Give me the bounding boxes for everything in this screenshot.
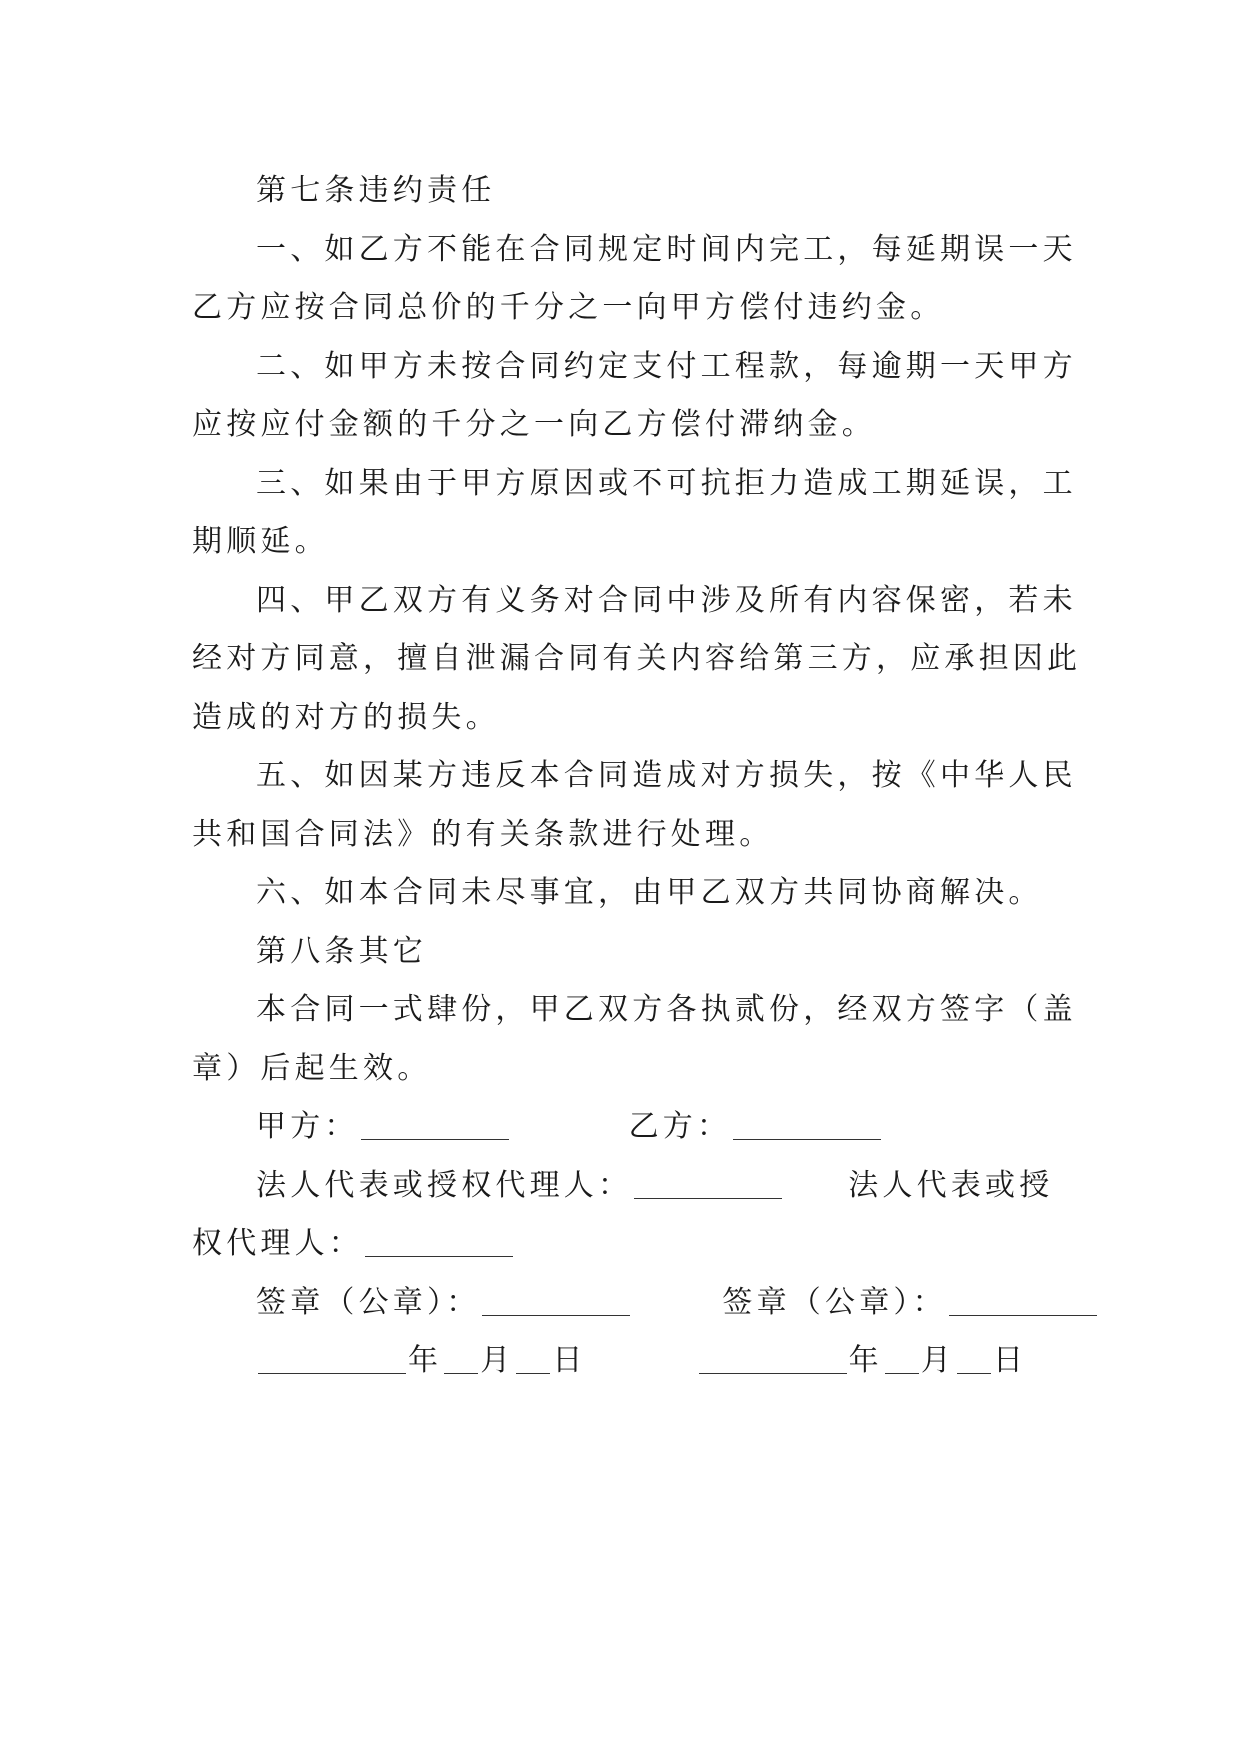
clause-1-line-1: 一、如乙方不能在合同规定时间内完工，每延期误一天 [256, 231, 1077, 267]
party-a-label: 甲方： [256, 1109, 359, 1144]
date-b-year-label: 年 [848, 1343, 883, 1378]
representative-row-cont [192, 1215, 1050, 1274]
date-b-day-label: 日 [993, 1343, 1028, 1378]
clause-5-line-2: 共和国合同法》的有关条款进行处理。 [192, 816, 774, 852]
rep-b-blank[interactable] [365, 1226, 513, 1257]
article-7-title: 第七条违约责任 [256, 173, 496, 208]
date-b-month-label: 月 [920, 1343, 956, 1378]
clause-1-line-2: 乙方应按合同总价的千分之一向甲方偿付违约金。 [192, 290, 945, 325]
seal-label-a: 签章（公章）： [256, 1284, 481, 1320]
rep-label-b-part1: 法人代表或授 [848, 1167, 1054, 1203]
representative-row [192, 1157, 1054, 1216]
clause-2-line-1: 二、如甲方未按合同约定支付工程款，每逾期一天甲方 [256, 348, 1077, 384]
clause-4-line-3: 造成的对方的损失。 [192, 699, 500, 735]
date-row [192, 1332, 1050, 1391]
clause-3-line-2: 期顺延。 [192, 524, 329, 559]
date-a-year-blank[interactable] [258, 1343, 406, 1374]
party-a-blank[interactable] [361, 1109, 509, 1140]
date-a-day-label: 日 [552, 1343, 587, 1378]
seal-b-blank[interactable] [949, 1285, 1097, 1316]
date-b-month-blank[interactable] [885, 1343, 919, 1374]
clause-4-line-2: 经对方同意，擅自泄漏合同有关内容给第三方，应承担因此 [192, 641, 1082, 676]
date-a-year-label: 年 [408, 1343, 443, 1378]
date-a-month-blank[interactable] [444, 1343, 478, 1374]
rep-label-a: 法人代表或授权代理人： [256, 1167, 633, 1203]
seal-label-b: 签章（公章）： [722, 1284, 947, 1320]
party-b-blank[interactable] [733, 1109, 881, 1140]
clause-5-line-1: 五、如因某方违反本合同造成对方损失，按《中华人民 [256, 758, 1077, 793]
contract-body [192, 162, 1082, 1391]
date-a-month-label: 月 [480, 1343, 515, 1378]
rep-label-b-part2: 权代理人： [192, 1226, 363, 1261]
date-b-year-blank[interactable] [699, 1343, 847, 1374]
article-8-line-2: 章）后起生效。 [192, 1050, 432, 1086]
seal-row [192, 1274, 1050, 1333]
article-8-title: 第八条其它 [256, 933, 427, 969]
clause-4-line-1: 四、甲乙双方有义务对合同中涉及所有内容保密，若未 [256, 582, 1077, 618]
party-b-label: 乙方： [628, 1109, 732, 1144]
clause-2-line-2: 应按应付金额的千分之一向乙方偿付滞纳金。 [192, 407, 876, 442]
article-8-line-1: 本合同一式肆份，甲乙双方各执贰份，经双方签字（盖 [256, 992, 1077, 1027]
date-b-day-blank[interactable] [957, 1343, 991, 1374]
clause-6-line-1: 六、如本合同未尽事宜，由甲乙双方共同协商解决。 [256, 875, 1043, 910]
date-a-day-blank[interactable] [516, 1343, 550, 1374]
party-row [192, 1098, 1050, 1157]
rep-a-blank[interactable] [634, 1168, 782, 1199]
seal-a-blank[interactable] [482, 1285, 630, 1316]
clause-3-line-1: 三、如果由于甲方原因或不可抗拒力造成工期延误，工 [256, 465, 1077, 501]
